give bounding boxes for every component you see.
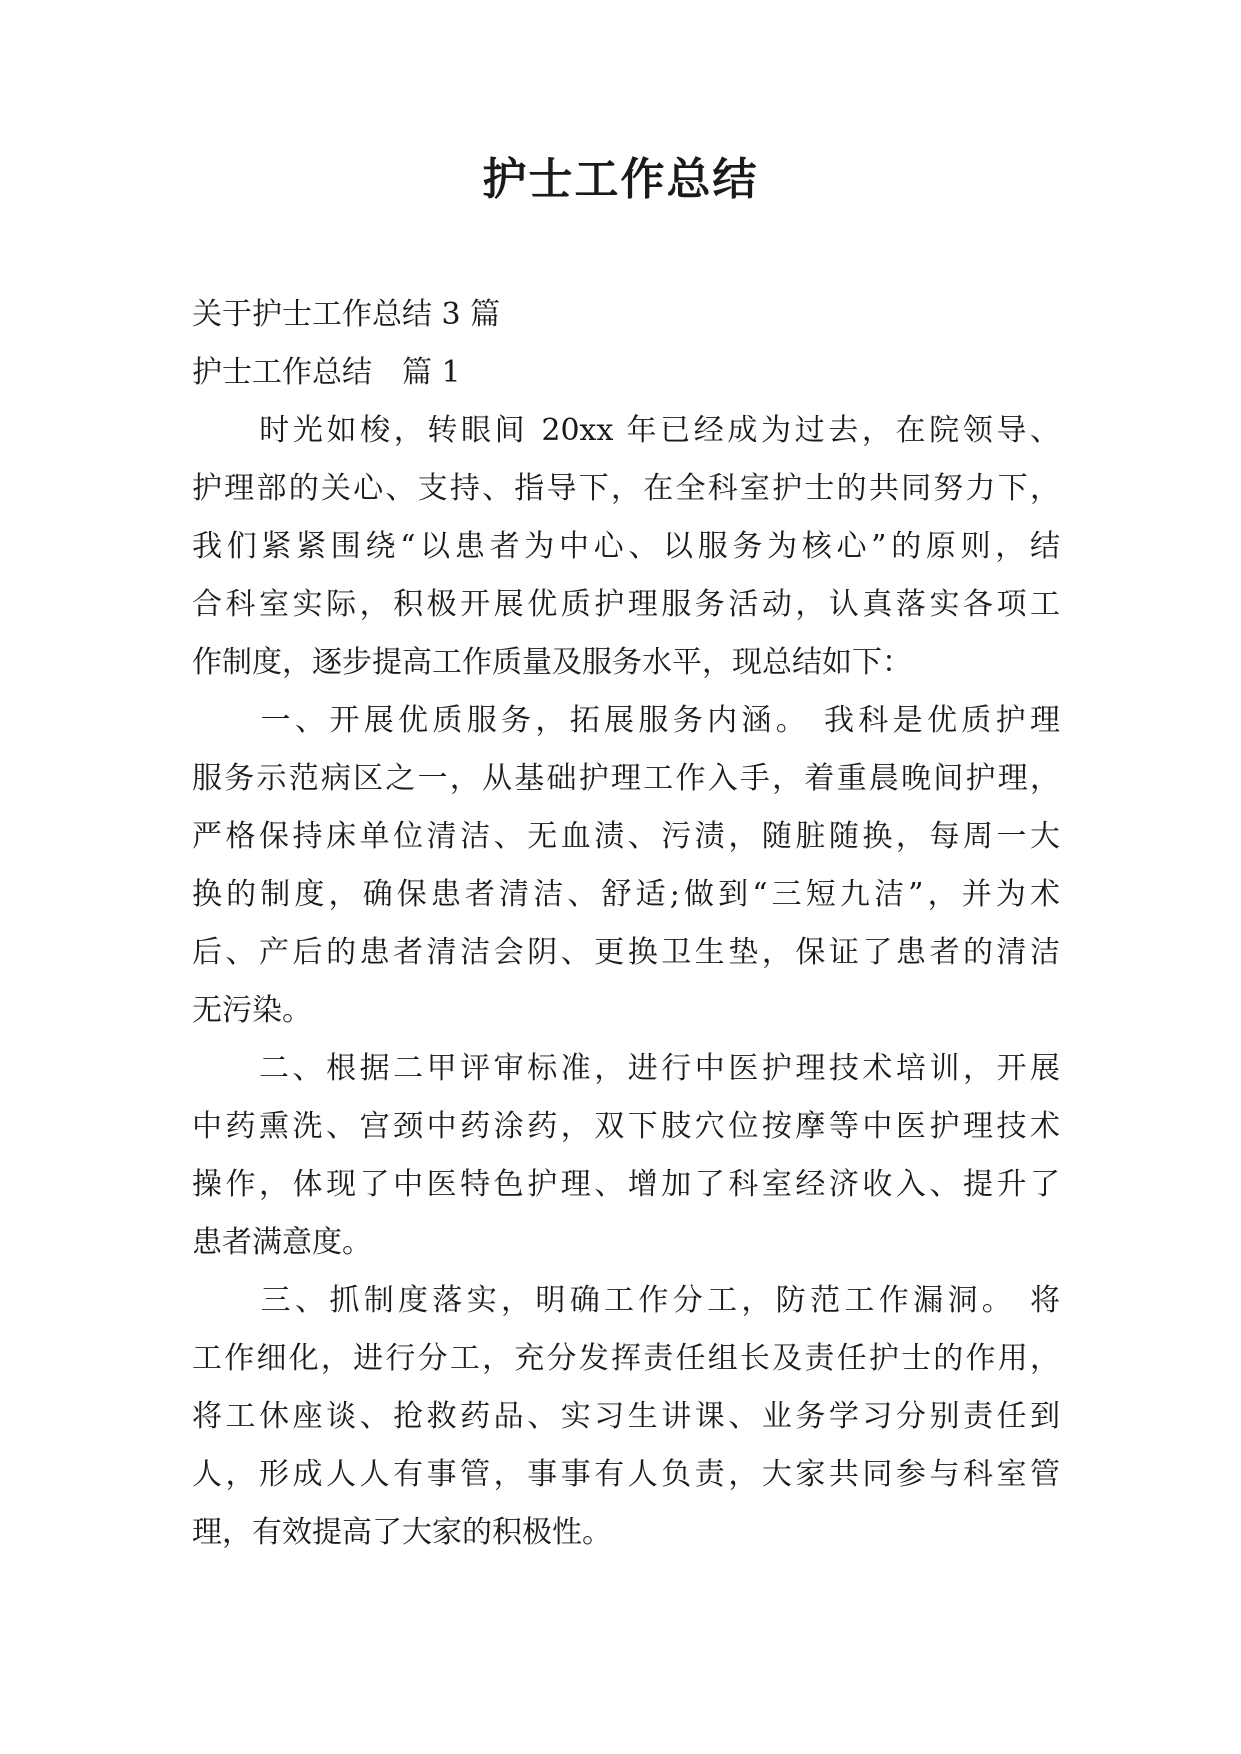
section-heading: 关于护士工作总结 3 篇	[192, 297, 501, 332]
paragraph-line: 一、开展优质服务，拓展服务内涵。 我科是优质护理	[192, 703, 1060, 738]
section-subheading: 护士工作总结 篇 1	[192, 355, 461, 390]
paragraph-line: 将工休座谈、抢救药品、实习生讲课、业务学习分别责任到	[192, 1399, 1060, 1434]
paragraph-4	[192, 1272, 1060, 1562]
paragraph-line: 换的制度，确保患者清洁、舒适;做到“三短九洁”，并为术	[192, 877, 1060, 912]
paragraph-line: 患者满意度。	[192, 1225, 372, 1260]
paragraph-1	[192, 402, 1060, 692]
paragraph-line: 操作，体现了中医特色护理、增加了科室经济收入、提升了	[192, 1167, 1060, 1202]
paragraph-2	[192, 692, 1060, 1040]
paragraph-3	[192, 1040, 1060, 1272]
paragraph-line: 严格保持床单位清洁、无血渍、污渍，随脏随换，每周一大	[192, 819, 1060, 854]
document-body	[192, 286, 1060, 1562]
paragraph-line: 三、抓制度落实，明确工作分工，防范工作漏洞。 将	[192, 1283, 1060, 1318]
paragraph-line: 服务示范病区之一，从基础护理工作入手，着重晨晚间护理，	[192, 761, 1060, 796]
paragraph-line: 中药熏洗、宫颈中药涂药，双下肢穴位按摩等中医护理技术	[192, 1109, 1060, 1144]
document-title: 护士工作总结	[482, 154, 759, 205]
paragraph-line: 我们紧紧围绕“以患者为中心、以服务为核心”的原则，结	[192, 529, 1060, 564]
paragraph-line: 二、根据二甲评审标准，进行中医护理技术培训，开展	[192, 1051, 1060, 1086]
paragraph-line: 人，形成人人有事管，事事有人负责，大家共同参与科室管	[192, 1457, 1060, 1492]
paragraph-line: 后、产后的患者清洁会阴、更换卫生垫，保证了患者的清洁	[192, 935, 1060, 970]
paragraph-line: 工作细化，进行分工，充分发挥责任组长及责任护士的作用，	[192, 1341, 1060, 1376]
paragraph-line: 理，有效提高了大家的积极性。	[192, 1515, 612, 1550]
paragraph-line: 护理部的关心、支持、指导下，在全科室护士的共同努力下，	[192, 471, 1060, 506]
paragraph-line: 合科室实际，积极开展优质护理服务活动，认真落实各项工	[192, 587, 1060, 622]
paragraph-line: 无污染。	[192, 993, 312, 1028]
paragraph-line: 时光如梭，转眼间 20xx 年已经成为过去，在院领导、	[192, 413, 1060, 448]
paragraph-line: 作制度，逐步提高工作质量及服务水平，现总结如下：	[192, 645, 912, 680]
